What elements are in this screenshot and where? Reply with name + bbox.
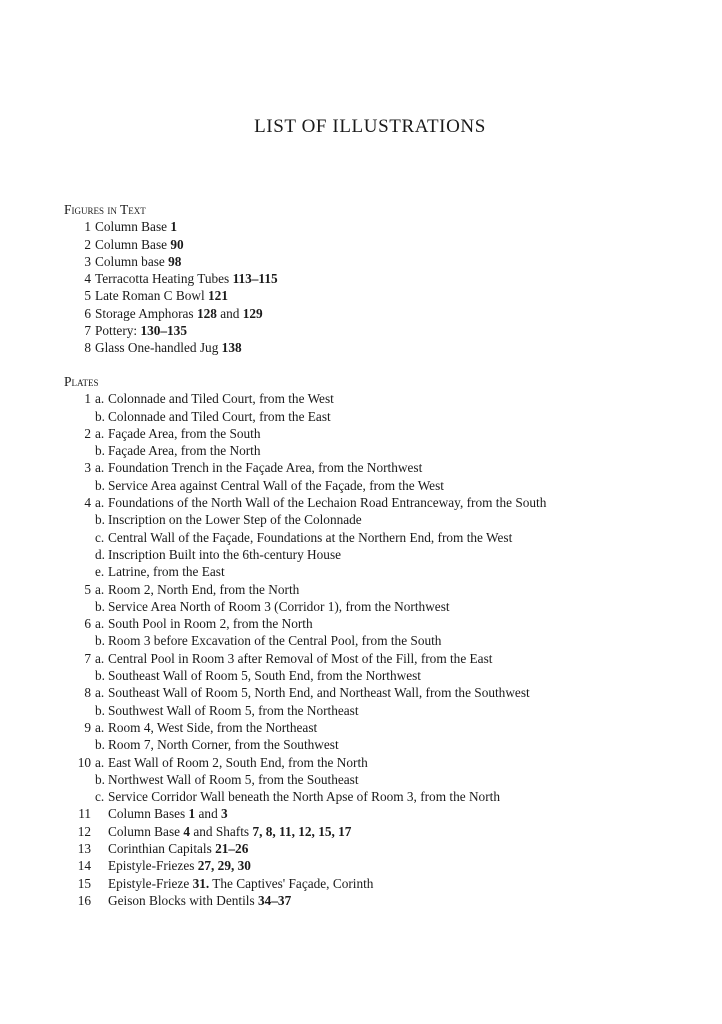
item-caption: Room 2, North End, from the North <box>108 581 300 597</box>
item-caption: Column Base <box>108 823 181 839</box>
item-connector: The Captives' Façade, Corinth <box>212 875 374 891</box>
item-text <box>108 788 500 805</box>
list-item <box>64 408 704 425</box>
item-caption: Colonnade and Tiled Court, from the West <box>108 391 334 407</box>
item-caption: Room 4, West Side, from the Northeast <box>108 719 318 735</box>
item-letter: a. <box>95 650 105 666</box>
item-letter <box>95 857 108 874</box>
item-text <box>108 650 492 667</box>
item-catalogue-number: 113–115 <box>232 271 278 287</box>
item-number <box>64 511 95 528</box>
list-item <box>64 805 704 822</box>
item-letter <box>95 875 108 892</box>
item-caption: Epistyle-Frieze <box>108 875 190 891</box>
item-catalogue-number: 129 <box>242 305 263 321</box>
item-text <box>108 477 444 494</box>
item-text <box>108 754 368 771</box>
item-caption: Southeast Wall of Room 5, South End, from the Northwest <box>108 668 421 684</box>
list-item <box>64 892 704 909</box>
item-text <box>108 736 339 753</box>
item-number: 4 <box>84 271 91 287</box>
item-text <box>108 667 421 684</box>
item-caption: Central Pool in Room 3 after Removal of Most of the Fill, from the East <box>108 650 493 666</box>
list-item <box>64 253 704 270</box>
item-caption: Inscription on the Lower Step of the Colonnade <box>108 512 362 528</box>
item-caption: Column base <box>95 253 165 269</box>
item-number: 5 <box>84 581 91 597</box>
item-number <box>64 442 95 459</box>
list-item <box>64 511 704 528</box>
item-number <box>64 598 95 615</box>
item-letter <box>95 892 108 909</box>
item-text <box>108 563 225 580</box>
item-letter: c. <box>95 529 105 545</box>
item-catalogue-number: 21–26 <box>215 841 249 857</box>
item-letter: e. <box>95 564 105 580</box>
list-item <box>64 442 704 459</box>
item-letter: b. <box>95 633 105 649</box>
item-letter <box>95 823 108 840</box>
item-caption: Room 7, North Corner, from the Southwest <box>108 737 339 753</box>
item-letter <box>95 805 108 822</box>
item-letter: a. <box>95 685 105 701</box>
item-letter: b. <box>95 443 105 459</box>
item-caption: Terracotta Heating Tubes <box>95 271 230 287</box>
item-text <box>108 684 530 701</box>
item-number: 6 <box>84 305 91 321</box>
item-number: 11 <box>78 806 91 822</box>
item-number: 10 <box>77 754 91 770</box>
item-letter: b. <box>95 702 105 718</box>
item-catalogue-number: 1 <box>170 219 178 235</box>
item-caption: Column Base <box>95 219 168 235</box>
item-number <box>64 529 95 546</box>
list-item <box>64 529 704 546</box>
item-caption: Geison Blocks with Dentils <box>108 892 255 908</box>
item-catalogue-number: 1 <box>188 806 196 822</box>
item-number <box>64 408 95 425</box>
item-caption: Epistyle-Friezes <box>108 858 195 874</box>
item-text <box>108 719 317 736</box>
list-item <box>64 840 704 857</box>
item-text <box>108 823 351 840</box>
item-catalogue-number: 128 <box>196 305 217 321</box>
list-item <box>64 598 704 615</box>
item-connector: and <box>220 305 240 321</box>
item-caption: Pottery: <box>95 323 138 339</box>
item-text <box>108 494 546 511</box>
item-letter: a. <box>95 719 105 735</box>
item-text <box>108 892 291 909</box>
item-text <box>108 581 299 598</box>
item-letter: a. <box>95 425 105 441</box>
item-caption: Column Base <box>95 236 168 252</box>
item-text <box>108 546 341 563</box>
item-number <box>64 477 95 494</box>
item-text <box>108 408 331 425</box>
item-caption: Colonnade and Tiled Court, from the East <box>108 408 331 424</box>
item-letter: b. <box>95 668 105 684</box>
list-item <box>64 702 704 719</box>
item-caption: Storage Amphoras <box>95 305 194 321</box>
list-item <box>64 788 704 805</box>
item-number: 8 <box>84 340 91 356</box>
item-number <box>64 788 95 805</box>
item-number: 12 <box>77 823 91 839</box>
page-title: LIST OF ILLUSTRATIONS <box>254 116 486 137</box>
list-item <box>64 581 704 598</box>
figures-list <box>64 218 704 356</box>
item-catalogue-number: 4 <box>183 823 191 839</box>
item-caption: South Pool in Room 2, from the North <box>108 616 313 632</box>
item-caption: Latrine, from the East <box>108 564 225 580</box>
figures-heading: Figures in Text <box>64 202 146 217</box>
list-item <box>64 719 704 736</box>
list-item <box>64 339 704 356</box>
item-caption: Foundations of the North Wall of the Lechaion Road Entranceway, from the South <box>108 495 547 511</box>
list-item <box>64 477 704 494</box>
list-item <box>64 236 704 253</box>
item-number <box>64 632 95 649</box>
item-number: 1 <box>84 219 91 235</box>
item-caption: Inscription Built into the 6th-century House <box>108 546 342 562</box>
figures-section <box>64 201 704 357</box>
list-item <box>64 425 704 442</box>
item-catalogue-number: 130–135 <box>140 323 187 339</box>
item-number <box>64 667 95 684</box>
item-letter: b. <box>95 477 105 493</box>
item-text <box>95 322 187 339</box>
item-letter: b. <box>95 512 105 528</box>
item-letter: b. <box>95 598 105 614</box>
plates-heading: Plates <box>64 374 99 389</box>
item-text <box>95 236 184 253</box>
item-text <box>108 511 362 528</box>
item-number: 1 <box>84 391 91 407</box>
item-text <box>95 287 228 304</box>
item-text <box>108 632 441 649</box>
list-item <box>64 875 704 892</box>
list-item <box>64 287 704 304</box>
item-text <box>108 390 334 407</box>
item-caption: Southeast Wall of Room 5, North End, and Northeast Wall, from the Southwest <box>108 685 530 701</box>
item-text <box>108 875 373 892</box>
list-item <box>64 771 704 788</box>
list-item <box>64 857 704 874</box>
item-letter: a. <box>95 460 105 476</box>
item-letter: a. <box>95 754 105 770</box>
list-item <box>64 667 704 684</box>
item-letter: a. <box>95 495 105 511</box>
item-number: 9 <box>84 719 91 735</box>
item-number: 2 <box>84 425 91 441</box>
list-item <box>64 650 704 667</box>
item-caption: Late Roman C Bowl <box>95 288 205 304</box>
item-catalogue-number: 31. <box>192 875 210 891</box>
list-item <box>64 270 704 287</box>
item-caption: Central Wall of the Façade, Foundations at the Northern End, from the West <box>108 529 513 545</box>
item-catalogue-number: 138 <box>221 340 242 356</box>
item-letter: a. <box>95 391 105 407</box>
item-text <box>95 270 278 287</box>
item-text <box>95 253 181 270</box>
item-letter: a. <box>95 616 105 632</box>
list-item <box>64 322 704 339</box>
list-item <box>64 632 704 649</box>
item-text <box>108 459 422 476</box>
item-catalogue-number: 121 <box>208 288 228 304</box>
plates-section <box>64 373 704 909</box>
item-text <box>108 771 359 788</box>
item-number: 8 <box>84 685 91 701</box>
item-number <box>64 563 95 580</box>
item-caption: Façade Area, from the South <box>108 425 261 441</box>
item-catalogue-number: 3 <box>221 806 228 822</box>
item-catalogue-number: 27, 29, 30 <box>197 858 251 874</box>
item-letter: b. <box>95 771 105 787</box>
item-text <box>108 442 261 459</box>
list-item <box>64 615 704 632</box>
item-catalogue-number: 34–37 <box>257 892 292 908</box>
item-number: 7 <box>84 323 91 339</box>
item-number: 3 <box>84 460 91 476</box>
item-number: 7 <box>84 650 91 666</box>
item-caption: Service Area North of Room 3 (Corridor 1), from the Northwest <box>108 598 450 614</box>
item-catalogue-number: 7, 8, 11, 12, 15, 17 <box>252 823 352 839</box>
item-catalogue-number: 98 <box>168 253 182 269</box>
item-number <box>64 771 95 788</box>
item-text <box>95 339 242 356</box>
list-item <box>64 823 704 840</box>
item-text <box>108 615 313 632</box>
item-number: 16 <box>77 892 91 908</box>
item-text <box>108 529 512 546</box>
item-caption: Service Area against Central Wall of the Façade, from the West <box>108 477 444 493</box>
item-number: 5 <box>84 288 91 304</box>
item-number: 2 <box>84 236 91 252</box>
item-text <box>108 840 248 857</box>
item-text <box>108 702 359 719</box>
item-text <box>95 305 263 322</box>
item-caption: Southwest Wall of Room 5, from the Northeast <box>108 702 359 718</box>
item-letter: b. <box>95 737 105 753</box>
item-caption: Northwest Wall of Room 5, from the Southeast <box>108 771 359 787</box>
item-caption: Façade Area, from the North <box>108 443 261 459</box>
item-text <box>95 218 177 235</box>
item-number: 3 <box>84 253 91 269</box>
item-text <box>108 805 228 822</box>
item-caption: Room 3 before Excavation of the Central Pool, from the South <box>108 633 442 649</box>
plates-list <box>64 390 704 909</box>
list-item <box>64 305 704 322</box>
list-item <box>64 736 704 753</box>
item-letter: b. <box>95 408 105 424</box>
item-text <box>108 598 450 615</box>
list-item <box>64 563 704 580</box>
item-number <box>64 546 95 563</box>
list-item <box>64 494 704 511</box>
list-item <box>64 546 704 563</box>
item-number: 4 <box>84 495 91 511</box>
item-connector: and <box>198 806 218 822</box>
item-connector: and Shafts <box>193 823 250 839</box>
item-number: 6 <box>84 616 91 632</box>
list-item <box>64 459 704 476</box>
item-catalogue-number: 90 <box>170 236 184 252</box>
item-text <box>108 425 261 442</box>
item-number <box>64 702 95 719</box>
item-letter: a. <box>95 581 105 597</box>
list-item <box>64 218 704 235</box>
item-caption: Corinthian Capitals <box>108 841 212 857</box>
item-number: 14 <box>77 858 91 874</box>
list-item <box>64 754 704 771</box>
item-text <box>108 857 251 874</box>
list-item <box>64 390 704 407</box>
item-number <box>64 736 95 753</box>
list-item <box>64 684 704 701</box>
item-caption: Column Bases <box>108 806 186 822</box>
item-caption: Foundation Trench in the Façade Area, from the Northwest <box>108 460 423 476</box>
item-caption: Service Corridor Wall beneath the North Apse of Room 3, from the North <box>108 789 500 805</box>
item-letter <box>95 840 108 857</box>
item-number: 13 <box>77 841 91 857</box>
item-letter: d. <box>95 546 105 562</box>
item-number: 15 <box>77 875 91 891</box>
item-caption: Glass One-handled Jug <box>95 340 219 356</box>
item-caption: East Wall of Room 2, South End, from the North <box>108 754 368 770</box>
item-letter: c. <box>95 789 105 805</box>
